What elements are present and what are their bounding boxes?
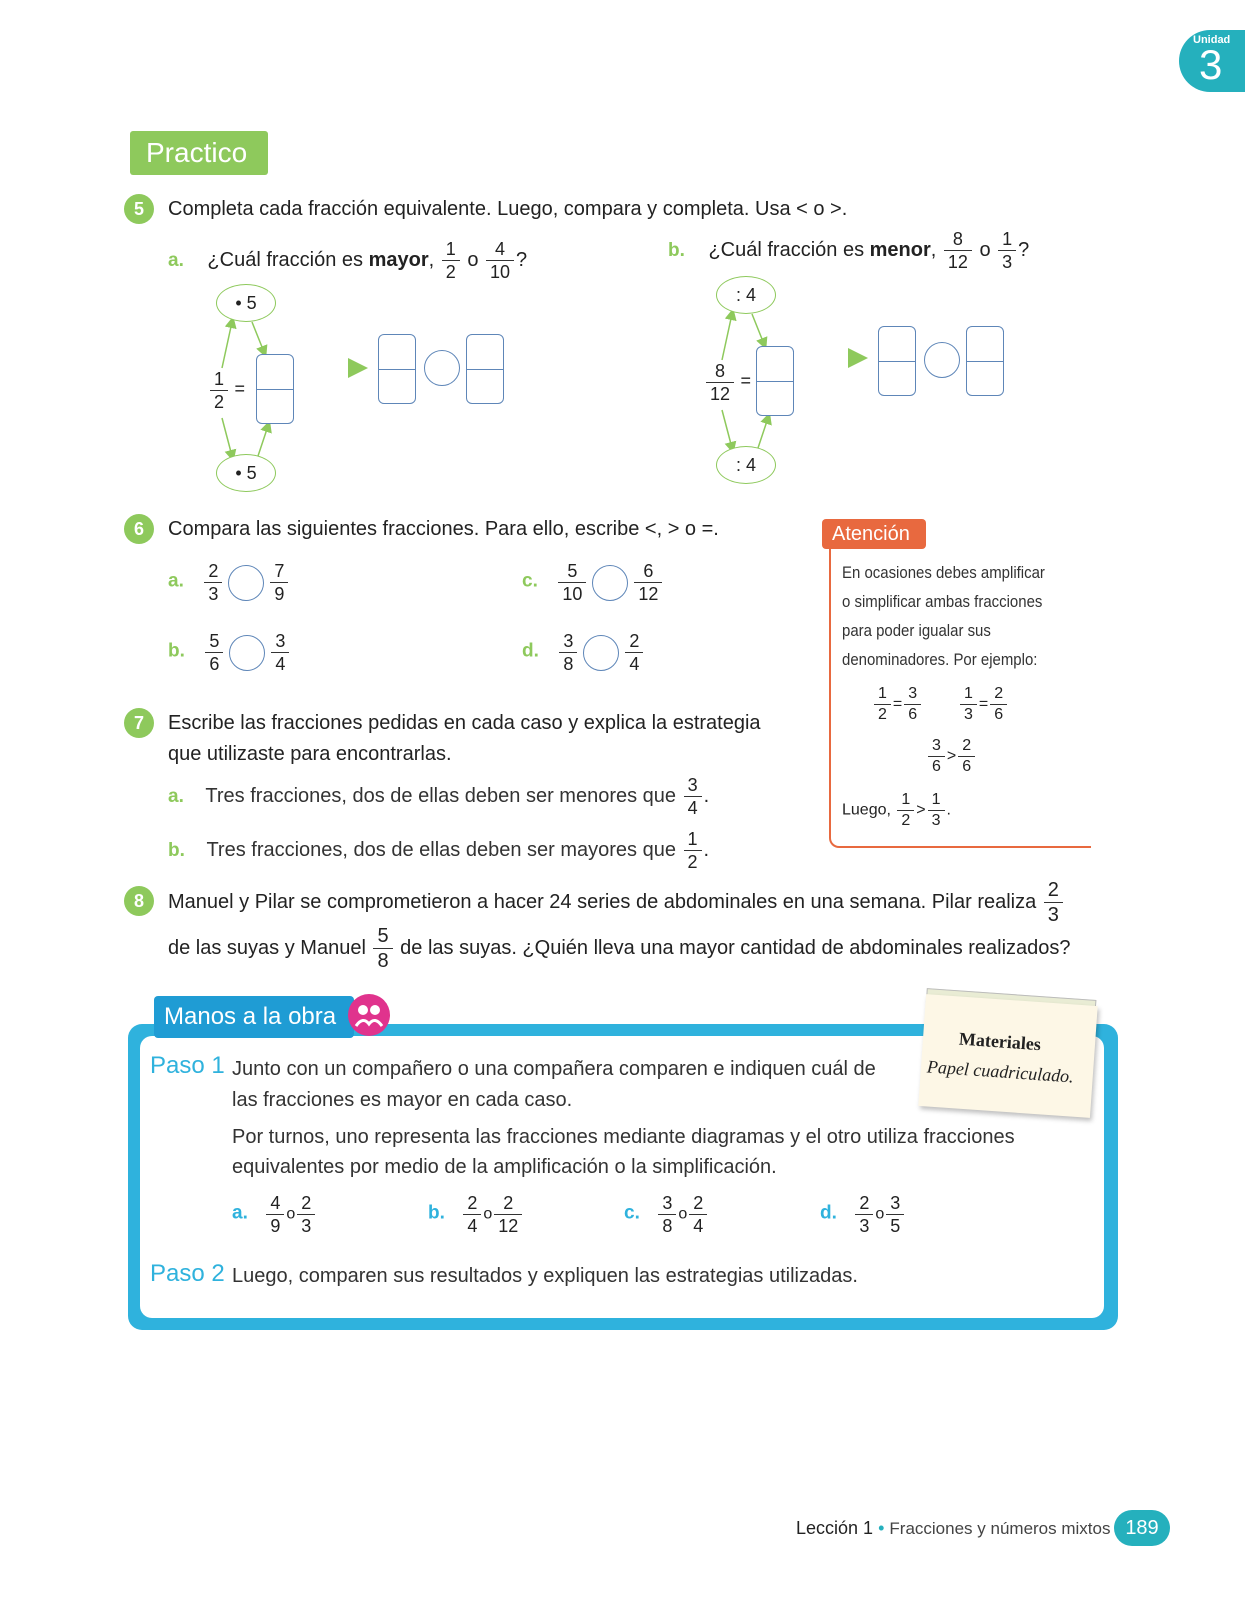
footer-lesson xyxy=(796,1518,1110,1539)
numerator: 2 xyxy=(297,1194,315,1215)
bullet: • xyxy=(878,1518,885,1538)
numerator: 2 xyxy=(958,738,975,757)
fraction-answer-box[interactable] xyxy=(378,334,416,404)
denominator: 12 xyxy=(638,584,659,604)
denominator: 3 xyxy=(964,706,973,723)
fraction xyxy=(928,738,945,775)
or-word: o xyxy=(467,248,479,271)
greater-than-sign: > xyxy=(916,801,926,819)
fraction xyxy=(944,230,972,271)
item-label: c. xyxy=(624,1202,640,1224)
item-label: d. xyxy=(522,640,539,662)
fraction xyxy=(270,562,288,603)
hands-icon-graphic xyxy=(348,994,390,1036)
denominator: 2 xyxy=(687,852,698,872)
question-7-line1: Escribe las fracciones pedidas en cada caso y explica la estrategia xyxy=(168,712,761,734)
fraction-answer-box[interactable] xyxy=(878,326,916,396)
hands-icon xyxy=(348,994,390,1036)
or-word: o xyxy=(286,1205,296,1223)
denominator: 3 xyxy=(1002,252,1013,272)
equals-sign: = xyxy=(892,695,903,713)
denominator: 6 xyxy=(908,706,918,723)
activity-item-d xyxy=(820,1194,906,1235)
item-label: b. xyxy=(168,839,185,861)
page-number: 189 xyxy=(1114,1510,1170,1546)
attention-example-3 xyxy=(926,738,977,775)
lesson-topic: Fracciones y números mixtos xyxy=(889,1519,1111,1538)
fraction xyxy=(266,1194,284,1235)
question-6c xyxy=(522,562,664,603)
fraction xyxy=(706,362,734,403)
fraction xyxy=(928,792,945,829)
denominator: 12 xyxy=(947,252,968,272)
numerator: 4 xyxy=(486,240,514,261)
attention-example-1 xyxy=(872,686,923,723)
question-5a-pre: ¿Cuál fracción es xyxy=(207,248,369,271)
question-number-8: 8 xyxy=(124,886,154,916)
fraction xyxy=(463,1194,481,1235)
question-5a-bold: mayor xyxy=(368,248,429,271)
fraction xyxy=(689,1194,707,1235)
question-mark: ? xyxy=(1018,238,1030,261)
attention-example-2 xyxy=(958,686,1009,723)
fraction xyxy=(494,1194,522,1235)
greater-than-sign: > xyxy=(946,747,957,765)
section-title: Practico xyxy=(130,131,268,175)
denominator: 6 xyxy=(994,706,1004,723)
numerator: 1 xyxy=(998,230,1016,251)
question-5-text: Completa cada fracción equivalente. Luego, compara y completa. Usa < o >. xyxy=(168,198,848,220)
lesson-label: Lección 1 xyxy=(796,1518,874,1538)
period: . xyxy=(946,801,951,819)
question-6d xyxy=(522,632,645,673)
fraction xyxy=(990,686,1007,723)
operation-oval-bottom: • 5 xyxy=(216,454,276,492)
denominator: 2 xyxy=(214,392,225,412)
fraction xyxy=(998,230,1016,271)
diagram-5b-fraction xyxy=(704,362,751,403)
numerator: 6 xyxy=(634,562,662,583)
numerator: 5 xyxy=(373,926,392,949)
activity-item-c xyxy=(624,1194,709,1235)
item-label: b. xyxy=(168,640,185,662)
fraction xyxy=(958,738,975,775)
activity-title: Manos a la obra xyxy=(154,996,354,1038)
item-label: a. xyxy=(168,249,184,271)
step-1-line2: las fracciones es mayor en cada caso. xyxy=(232,1089,573,1111)
or-word: o xyxy=(875,1205,885,1223)
numerator: 3 xyxy=(271,632,289,653)
fraction xyxy=(1044,880,1063,925)
numerator: 4 xyxy=(266,1194,284,1215)
question-number-5: 5 xyxy=(124,194,154,224)
denominator: 3 xyxy=(931,812,941,829)
comma: , xyxy=(930,238,937,261)
operation-oval-bottom: : 4 xyxy=(716,446,776,484)
fraction-answer-box[interactable] xyxy=(466,334,504,404)
question-8-line1 xyxy=(168,880,1065,925)
item-label: a. xyxy=(168,570,184,592)
equals-sign: = xyxy=(740,370,751,391)
numerator: 2 xyxy=(625,632,643,653)
fraction xyxy=(204,562,222,603)
materials-note xyxy=(918,994,1097,1118)
attention-text: En ocasiones debes amplificar o simplificar ambas fracciones para poder igualar sus denominadores. Por ejemplo: xyxy=(842,563,1045,669)
numerator: 3 xyxy=(886,1194,904,1215)
materials-title: Materiales xyxy=(958,1028,1042,1055)
step-1-line1: Junto con un compañero o una compañera comparen e indiquen cuál de xyxy=(232,1058,876,1080)
or-word: o xyxy=(979,238,991,261)
fraction xyxy=(658,1194,676,1235)
denominator: 8 xyxy=(563,654,574,674)
operation-oval-top: : 4 xyxy=(716,276,776,314)
denominator: 8 xyxy=(662,1216,673,1236)
denominator: 5 xyxy=(890,1216,901,1236)
question-7-line2: que utilizaste para encontrarlas. xyxy=(168,743,452,765)
numerator: 2 xyxy=(689,1194,707,1215)
attention-conclusion xyxy=(842,792,951,829)
numerator: 3 xyxy=(928,738,945,757)
numerator: 2 xyxy=(204,562,222,583)
numerator: 1 xyxy=(210,370,228,391)
arrow-right-icon xyxy=(848,348,868,368)
item-label: a. xyxy=(232,1202,248,1224)
question-5b xyxy=(668,230,1029,271)
fraction xyxy=(486,240,514,281)
question-8-line2 xyxy=(168,926,1071,971)
fraction-answer-box[interactable] xyxy=(966,326,1004,396)
denominator: 6 xyxy=(932,758,941,775)
comma: , xyxy=(428,248,435,271)
fraction xyxy=(874,686,891,723)
question-6-text: Compara las siguientes fracciones. Para ello, escribe <, > o =. xyxy=(168,518,719,540)
item-label: b. xyxy=(428,1202,445,1224)
item-label: b. xyxy=(668,239,685,261)
fraction xyxy=(559,632,577,673)
question-5b-pre: ¿Cuál fracción es xyxy=(708,238,870,261)
denominator: 8 xyxy=(377,950,389,972)
question-8-text-a: de las suyas y Manuel xyxy=(168,936,366,959)
question-7a-text: Tres fracciones, dos de ellas deben ser menores que xyxy=(205,784,677,807)
question-8-text-b: de las suyas. ¿Quién lleva una mayor cantidad de abdominales realizados? xyxy=(400,936,1071,959)
numerator: 2 xyxy=(1044,880,1063,903)
fraction xyxy=(625,632,643,673)
step-1-label: Paso 1 xyxy=(150,1052,225,1079)
fraction xyxy=(297,1194,315,1235)
question-8-text: Manuel y Pilar se comprometieron a hacer 24 series de abdominales en una semana. Pilar realiza xyxy=(168,890,1037,913)
question-7b-text: Tres fracciones, dos de ellas deben ser mayores que xyxy=(206,838,676,861)
numerator: 3 xyxy=(684,776,702,797)
denominator: 4 xyxy=(467,1216,478,1236)
attention-title: Atención xyxy=(822,519,926,549)
step-1-line4: equivalentes por medio de la amplificación o la simplificación. xyxy=(232,1156,777,1178)
denominator: 4 xyxy=(687,798,698,818)
fraction xyxy=(210,370,228,411)
question-6b xyxy=(168,632,291,673)
numerator: 2 xyxy=(463,1194,481,1215)
denominator: 9 xyxy=(274,584,285,604)
item-label: c. xyxy=(522,570,538,592)
diagram-5a-fraction xyxy=(208,370,245,411)
denominator: 3 xyxy=(859,1216,870,1236)
denominator: 4 xyxy=(629,654,640,674)
denominator: 12 xyxy=(498,1216,519,1236)
numerator: 1 xyxy=(897,792,914,811)
numerator: 5 xyxy=(558,562,586,583)
or-word: o xyxy=(678,1205,688,1223)
fraction xyxy=(558,562,586,603)
numerator: 1 xyxy=(874,686,891,705)
question-number-6: 6 xyxy=(124,514,154,544)
activity-item-a xyxy=(232,1194,317,1235)
denominator: 2 xyxy=(901,812,911,829)
period: . xyxy=(703,838,710,861)
numerator: 7 xyxy=(270,562,288,583)
equals-sign: = xyxy=(978,695,989,713)
numerator: 2 xyxy=(494,1194,522,1215)
numerator: 8 xyxy=(706,362,734,383)
numerator: 3 xyxy=(559,632,577,653)
or-word: o xyxy=(483,1205,493,1223)
compare-circle[interactable] xyxy=(924,342,960,378)
unit-badge xyxy=(1179,30,1245,92)
fraction-answer-box[interactable] xyxy=(256,354,294,424)
compare-circle[interactable] xyxy=(583,635,619,671)
denominator: 10 xyxy=(562,584,583,604)
step-2-text: Luego, comparen sus resultados y expliquen las estrategias utilizadas. xyxy=(232,1265,858,1287)
fraction xyxy=(684,830,702,871)
luego-word: Luego, xyxy=(842,801,891,819)
compare-circle[interactable] xyxy=(228,565,264,601)
fraction xyxy=(205,632,223,673)
denominator: 10 xyxy=(490,262,511,282)
denominator: 3 xyxy=(301,1216,312,1236)
fraction xyxy=(442,240,460,281)
denominator: 4 xyxy=(275,654,286,674)
question-7b xyxy=(168,830,709,871)
numerator: 1 xyxy=(684,830,702,851)
numerator: 5 xyxy=(205,632,223,653)
denominator: 9 xyxy=(270,1216,281,1236)
question-7a xyxy=(168,776,709,817)
compare-circle[interactable] xyxy=(229,635,265,671)
fraction xyxy=(886,1194,904,1235)
activity-item-b xyxy=(428,1194,524,1235)
question-6a xyxy=(168,562,290,603)
fraction xyxy=(373,926,392,971)
compare-circle[interactable] xyxy=(592,565,628,601)
fraction xyxy=(897,792,914,829)
question-5b-bold: menor xyxy=(869,238,931,261)
item-label: d. xyxy=(820,1202,837,1224)
denominator: 2 xyxy=(878,706,887,723)
fraction-answer-box[interactable] xyxy=(756,346,794,416)
equals-sign: = xyxy=(234,378,245,399)
item-label: a. xyxy=(168,785,184,807)
unit-number: 3 xyxy=(1199,41,1223,88)
denominator: 2 xyxy=(445,262,456,282)
numerator: 2 xyxy=(855,1194,873,1215)
numerator: 1 xyxy=(442,240,460,261)
question-number-7: 7 xyxy=(124,708,154,738)
denominator: 4 xyxy=(693,1216,704,1236)
arrow-right-icon xyxy=(348,358,368,378)
fraction xyxy=(634,562,662,603)
fraction xyxy=(271,632,289,673)
operation-oval-top: • 5 xyxy=(216,284,276,322)
fraction xyxy=(684,776,702,817)
denominator: 3 xyxy=(208,584,219,604)
numerator: 2 xyxy=(990,686,1007,705)
numerator: 3 xyxy=(904,686,921,705)
fraction xyxy=(960,686,977,723)
numerator: 1 xyxy=(928,792,945,811)
step-1-line3: Por turnos, uno representa las fracciones mediante diagramas y el otro utiliza fracciones xyxy=(232,1126,1015,1148)
question-5a xyxy=(168,240,527,281)
numerator: 8 xyxy=(944,230,972,251)
period: . xyxy=(703,784,710,807)
fraction xyxy=(855,1194,873,1235)
fraction xyxy=(904,686,921,723)
step-2-label: Paso 2 xyxy=(150,1260,225,1287)
materials-item: Papel cuadriculado. xyxy=(926,1056,1075,1087)
unit-label: Unidad xyxy=(1193,34,1231,46)
numerator: 3 xyxy=(658,1194,676,1215)
compare-circle[interactable] xyxy=(424,350,460,386)
question-mark: ? xyxy=(516,248,528,271)
denominator: 12 xyxy=(710,384,731,404)
denominator: 6 xyxy=(962,758,972,775)
denominator: 6 xyxy=(209,654,220,674)
denominator: 3 xyxy=(1047,904,1059,926)
numerator: 1 xyxy=(960,686,977,705)
